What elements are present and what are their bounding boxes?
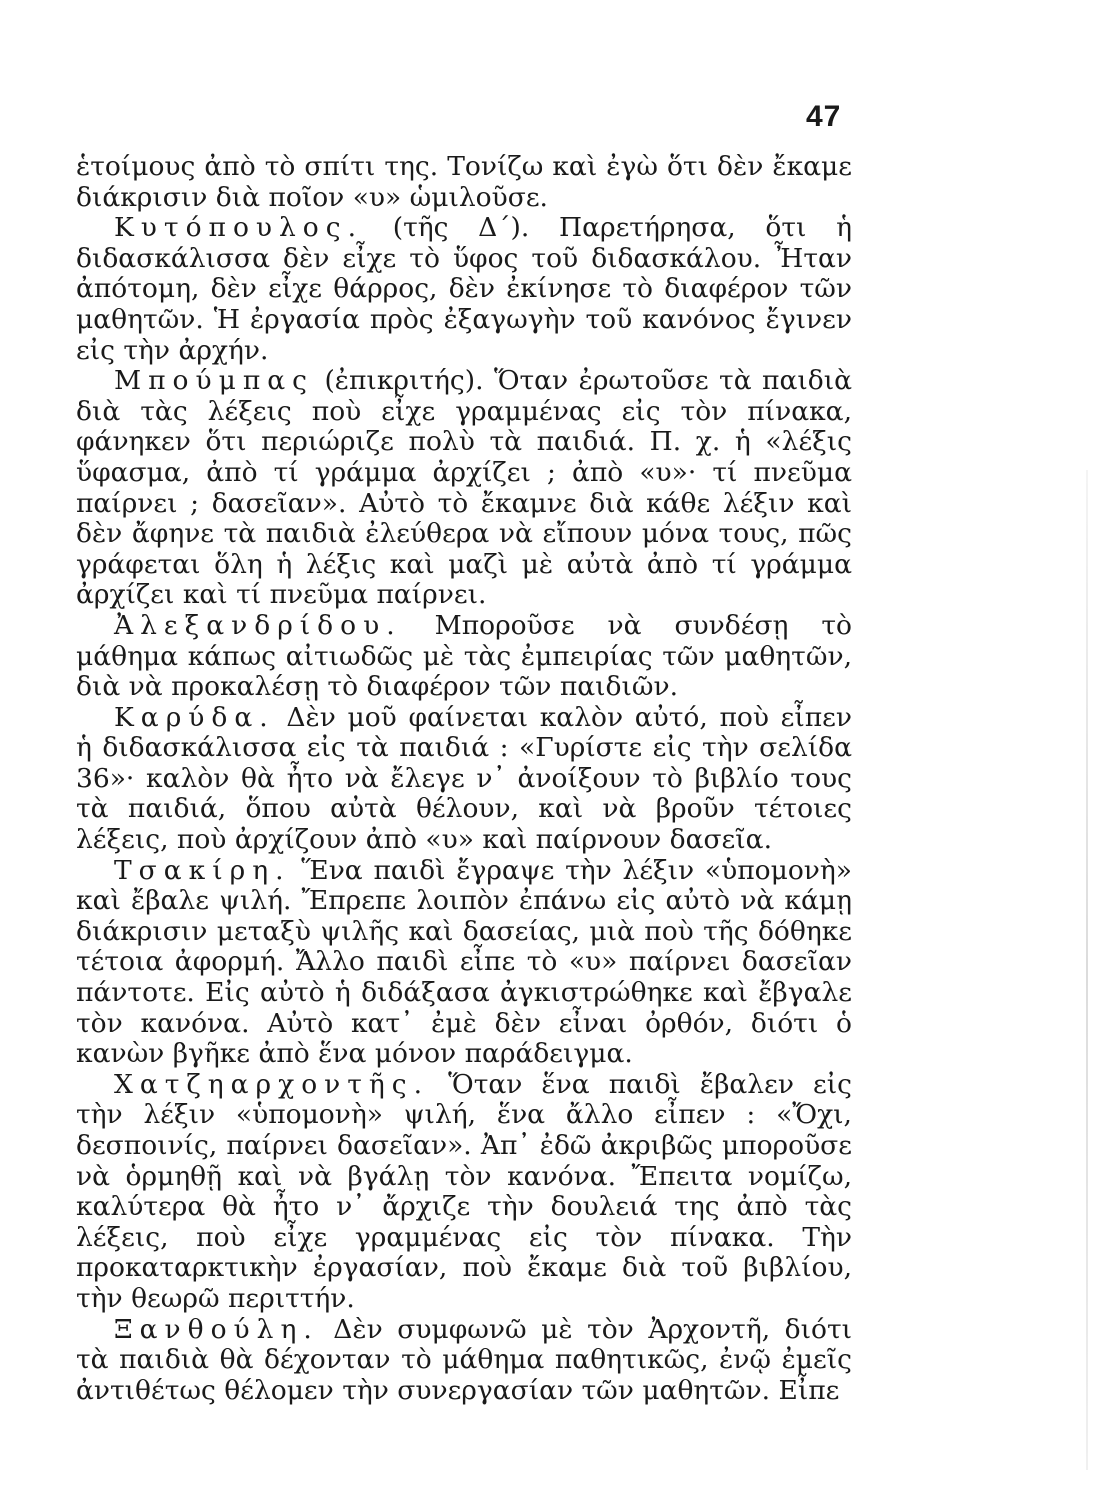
paragraph-tsakiri bbox=[76, 856, 852, 1070]
page-body-text bbox=[76, 152, 852, 1406]
paragraph-text: (ἐπικριτής). Ὅταν ἐρωτοῦσε τὰ παιδιὰ διὰ τὰς λέξεις ποὺ εἶχε γραμμένας εἰς τὸν πίνακα, φάνηκεν ὅτι περιώριζε πολὺ τὰ παιδιά. Π. χ. ἡ «λέξις ὕφασμα, ἀπὸ τί γράμμα ἀρχίζει ; ἀπὸ «υ»· τί πνεῦμα παίρνει ; δασεῖαν». Αὐτὸ τὸ ἔκαμνε διὰ κάθε λέξιν καὶ δὲν ἄφηνε τὰ παιδιὰ ἐλεύθερα νὰ εἴπουν μόνα τους, πῶς γράφεται ὅλη ἡ λέξις καὶ μαζὶ μὲ αὐτὰ ἀπὸ τί γράμμα ἀρχίζει καὶ τί πνεῦμα παίρνει. bbox=[76, 365, 852, 611]
speaker-name: Μπούμπας bbox=[114, 365, 314, 397]
paragraph-text: Μποροῦσε νὰ συνδέσῃ τὸ μάθημα κάπως αἰτιωδῶς μὲ τὰς ἐμπειρίας τῶν μαθητῶν, διὰ νὰ προκαλέσῃ τὸ διαφέρον τῶν παιδιῶν. bbox=[76, 609, 852, 703]
speaker-name: Κυτόπουλος. bbox=[114, 212, 364, 244]
paragraph-karyda bbox=[76, 703, 852, 856]
paragraph-alexandridou bbox=[76, 611, 852, 703]
paragraph-text: Δὲν συμφωνῶ μὲ τὸν Ἀρχοντῆ, διότι τὰ παιδιὰ θὰ δέχονταν τὸ μάθημα παθητικῶς, ἐνῷ ἐμεῖς ἀντιθέτως θέλομεν τὴν συνεργασίαν τῶν μαθητῶν. Εἶπε bbox=[76, 1313, 852, 1406]
speaker-name: Χατζηαρχοντῆς. bbox=[114, 1068, 430, 1100]
paragraph-text: Δὲν μοῦ φαίνεται καλὸν αὐτό, ποὺ εἶπεν ἡ διδασκάλισσα εἰς τὰ παιδιά : «Γυρίστε εἰς τὴν σελίδα 36»· καλὸν θὰ ἦτο νὰ ἔλεγε ν᾽ ἀνοίξουν τὸ βιβλίο τους τὰ παιδιά, ὅπου αὐτὰ θέλουν, καὶ νὰ βροῦν τέτοιες λέξεις, ποὺ ἀρχίζουν ἀπὸ «υ» καὶ παίρνουν δασεῖα. bbox=[76, 701, 852, 856]
speaker-name: Ξανθούλη. bbox=[114, 1313, 319, 1345]
paragraph-xanthouli bbox=[76, 1315, 852, 1407]
page-edge-shadow bbox=[1086, 470, 1088, 1470]
page-number: 47 bbox=[806, 100, 842, 133]
paragraph-text: ἑτοίμους ἀπὸ τὸ σπίτι της. Τονίζω καὶ ἐγὼ ὅτι δὲν ἔκαμε διάκρισιν διὰ ποῖον «υ» ὡμιλοῦσε. bbox=[76, 151, 852, 213]
speaker-name: Καρύδα. bbox=[114, 701, 275, 733]
paragraph-boumpas bbox=[76, 366, 852, 611]
paragraph-continuation bbox=[76, 152, 852, 213]
paragraph-text: (τῆς Δ΄). Παρετήρησα, ὅτι ἡ διδασκάλισσα δὲν εἶχε τὸ ὕφος τοῦ διδασκάλου. Ἦταν ἀπότομη, δὲν εἶχε θάρρος, δὲν ἐκίνησε τὸ διαφέρον τῶν μαθητῶν. Ἡ ἐργασία πρὸς ἐξαγωγὴν τοῦ κανόνος ἔγινεν εἰς τὴν ἀρχήν. bbox=[76, 212, 852, 366]
paragraph-kytopoulos bbox=[76, 213, 852, 366]
paragraph-text: Ὅταν ἕνα παιδὶ ἔβαλεν εἰς τὴν λέξιν «ὑπομονὴ» ψιλή, ἕνα ἄλλο εἶπεν : «Ὄχι, δεσποινίς, παίρνει δασεῖαν». Ἀπ᾽ ἐδῶ ἀκριβῶς μποροῦσε νὰ ὁρμηθῇ καὶ νὰ βγάλῃ τὸν κανόνα. Ἔπειτα νομίζω, καλύτερα θὰ ἦτο ν᾽ ἄρχιζε τὴν δουλειά της ἀπὸ τὰς λέξεις, ποὺ εἶχε γραμμένας εἰς τὸν πίνακα. Τὴν προκαταρκτικὴν ἐργασίαν, ποὺ ἔκαμε διὰ τοῦ βιβλίου, τὴν θεωρῶ περιττήν. bbox=[76, 1068, 852, 1314]
paragraph-chatziarchontis bbox=[76, 1070, 852, 1315]
speaker-name: Τσακίρη. bbox=[114, 854, 291, 886]
speaker-name: Ἀλεξανδρίδου. bbox=[114, 609, 402, 641]
paragraph-text: Ἕνα παιδὶ ἔγραψε τὴν λέξιν «ὑπομονὴ» καὶ ἔβαλε ψιλή. Ἔπρεπε λοιπὸν ἐπάνω εἰς αὐτὸ νὰ κάμῃ διάκρισιν μεταξὺ ψιλῆς καὶ δασείας, μιὰ ποὺ τῆς δόθηκε τέτοια ἀφορμή. Ἄλλο παιδὶ εἶπε τὸ «υ» παίρνει δασεῖαν πάντοτε. Εἰς αὐτὸ ἡ διδάξασα ἀγκιστρώθηκε καὶ ἔβγαλε τὸν κανόνα. Αὐτὸ κατ᾽ ἐμὲ δὲν εἶναι ὀρθόν, διότι ὁ κανὼν βγῆκε ἀπὸ ἕνα μόνον παράδειγμα. bbox=[76, 854, 852, 1070]
